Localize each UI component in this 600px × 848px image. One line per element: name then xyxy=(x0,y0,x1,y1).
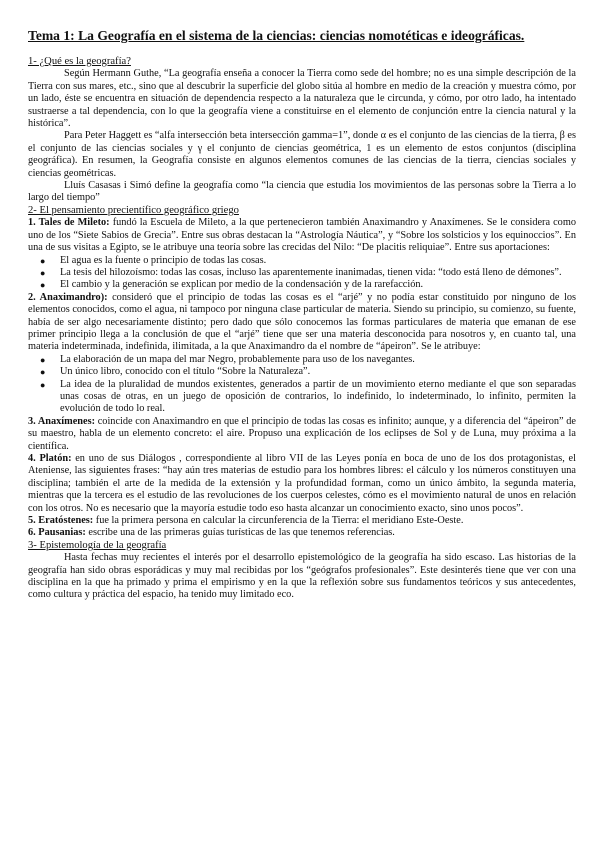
list-item: ● La tesis del hilozoísmo: todas las cosas, incluso las aparentemente inanimadas, tienen vida: “todo está lleno de démones”. xyxy=(60,267,576,279)
paragraph-eratostenes xyxy=(28,515,576,527)
text-anaximenes: coincide con Anaximandro en que el principio de todas las cosas es infinito; aunque, y a diferencia del “ápeiron” de su maestro, habla de un elemento concreto: el aire. Propuso una explicación de los eclipses de Sol y de Luna, muy próxima a la científica. xyxy=(28,415,577,452)
section-heading-pensamiento-griego: 2- El pensamiento precientífico geográfico griego xyxy=(28,204,239,216)
paragraph-casasas: Lluís Casasas i Simó define la geografía como “la ciencia que estudia los movimientos de las personas sobre la Tierra a lo largo del tiempo” xyxy=(28,180,576,204)
paragraph-tales xyxy=(28,217,576,254)
label-pausanias: 6. Pausanias: xyxy=(28,527,86,539)
label-tales: 1. Tales de Mileto: xyxy=(28,217,110,229)
section-heading-epistemologia: 3- Epistemología de la geografía xyxy=(28,539,167,551)
paragraph-anaximandro xyxy=(28,292,576,354)
paragraph-haggett: Para Peter Haggett es “alfa intersección beta intersección gamma=1”, donde α es el conjunto de las ciencias de la tierra, β es el conjunto de las ciencias sociales y γ el conjunto de ciencias geométrica, 1 es un elemento de estos conjuntos (disciplina geográfica). En resumen, la Geografía consiste en algunos elementos comunes de las ciencias de la tierra, ciencias sociales y ciencias geométricas. xyxy=(28,130,576,179)
text-anaximandro: consideró que el principio de todas las cosas es el “arjé” y no podía estar constituido por ninguno de los elementos conocidos, como el agua, ni tampoco por ninguna clase particular de materia. Siendo su principio, su comienzo, su fuente, había de ser algo necesariamente distinto; pero dado que sólo conocemos las formas particulares de materia que emanan de ese primer principio llega a la conclusión de que el “arjé” tiene que ser una materia desconocida para nosotros y, en cuanto tal, una materia indeterminada, indefinida, ilimitada, a la que Anaximandro da el nombre de “ápeiron”. Se le atribuye: xyxy=(28,291,577,353)
label-platon: 4. Platón: xyxy=(28,453,72,464)
list-item: ● El agua es la fuente o principio de todas las cosas. xyxy=(60,255,576,267)
label-anaximenes: 3. Anaxímenes: xyxy=(28,415,96,427)
paragraph-epistemologia: Hasta fechas muy recientes el interés por el desarrollo epistemológico de la geografía ha sido escaso. Las historias de la geografía han sido obras esporádicas y muy mal recibidas por los “geógrafos profesionales”. Este desinterés tiene que ver con una disciplina en la que ha primado y prima el empirismo y en la que la reflexión sobre sus fundamentos teóricos y sus antecedentes, como cultura y práctica del espacio, ha tenido muy limitado eco. xyxy=(28,552,576,601)
section-heading-que-es: 1- ¿Qué es la geografía? xyxy=(28,56,131,67)
list-item: ● La elaboración de un mapa del mar Negro, probablemente para uso de los navegantes. xyxy=(60,354,576,366)
list-anaximandro xyxy=(28,354,576,416)
label-eratostenes: 5. Eratóstenes: xyxy=(28,515,94,527)
text-eratostenes: fue la primera persona en calcular la circunferencia de la Tierra: el meridiano Este-Oeste. xyxy=(93,515,464,527)
text-platon: en uno de sus Diálogos , correspondiente al libro VII de las Leyes ponía en boca de uno de los dos protagonistas, el Ateniense, las siguientes frases: “hay aún tres materias de estudio para los hombres libres: el cálculo y los números constituyen una disciplina; también el arte de la medida de la extensión y la profundidad forman, como un único ámbito, la segunda materia, mientras que la tercera es el estudio de las revoluciones de los cuerpos celestes, cómo es el movimiento natural de unos en relación con los otros. No es necesario que la mayoría estudie todo eso hasta alcanzar un conocimiento exacto, sino unos pocos”. xyxy=(28,453,576,514)
paragraph-platon xyxy=(28,453,576,515)
list-tales xyxy=(28,255,576,292)
text-tales: fundó la Escuela de Mileto, a la que pertenecieron también Anaximandro y Anaxímenes. Se le considera como uno de los “Siete Sabios de Grecia”. Entre sus obras destacan la “Astrología Náutica”, y “Sobre los solsticios y los equinoccios”. En una de sus visitas a Egipto, se le atribuye una teoría sobre las crecidas del Nilo: “De placitis reliquiae”. Entre sus aportaciones: xyxy=(28,217,576,254)
text-pausanias: escribe una de las primeras guías turísticas de las que tenemos referencias. xyxy=(85,527,395,539)
paragraph-anaximenes xyxy=(28,416,576,453)
list-item: ● Un único libro, conocido con el título “Sobre la Naturaleza”. xyxy=(60,366,576,378)
paragraph-pausanias xyxy=(28,527,576,539)
document-title: Tema 1: La Geografía en el sistema de la ciencias: ciencias nomotéticas e ideográficas. xyxy=(28,28,525,43)
list-item: ● El cambio y la generación se explican por medio de la condensación y de la rarefacción. xyxy=(60,279,576,291)
label-anaximandro: 2. Anaximandro): xyxy=(28,291,108,303)
document-page xyxy=(28,28,576,602)
list-item: ● La idea de la pluralidad de mundos existentes, generados a partir de un movimiento eterno mediante el que son separadas unas cosas de otras, en un juego de oposición de contrarios, lo indefinido, lo indeterminado, lo infinito, permiten la evolución de todo lo real. xyxy=(60,379,576,416)
paragraph-guthe: Según Hermann Guthe, “La geografía enseña a conocer la Tierra como sede del hombre; no es una simple descripción de la Tierra con sus mares, etc., sino que al descubrir la superficie del globo sitúa al hombre en medio de la creación y muestra cómo, por un lado, éste se encuentra en situación de dependencia respecto a la naturaleza que le circunda, y cómo, por otro lado, ha intentado sustraerse a tal dependencia, con lo que la geografía viene a constituirse en el elemento de conjunción entre la ciencia natural y la histórica”. xyxy=(28,68,576,130)
